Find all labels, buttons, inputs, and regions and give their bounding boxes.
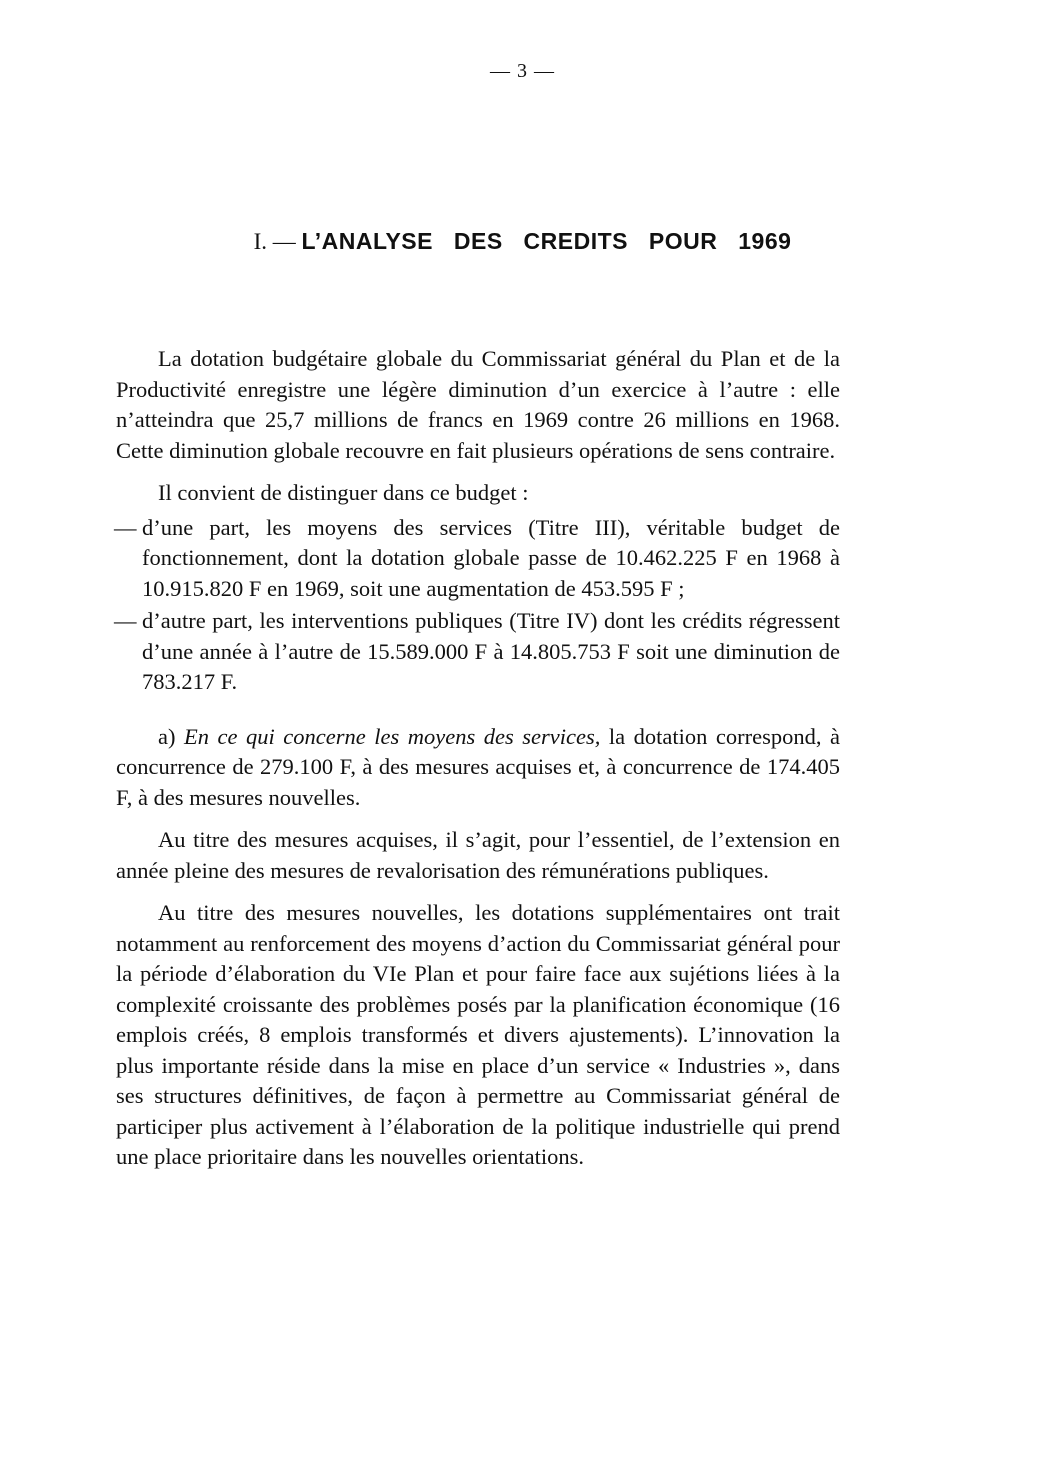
section-heading: L’ANALYSE DES CREDITS POUR 1969 bbox=[301, 228, 792, 254]
paragraph-services-italic: En ce qui concerne les moyens des services, bbox=[184, 723, 601, 749]
dash-marker: — bbox=[114, 608, 137, 633]
body-text bbox=[116, 344, 840, 1173]
paragraph-intro: La dotation budgétaire globale du Commissariat général du Plan et de la Productivité enregistre une légère diminution d’un exercice à l’autre : elle n’atteindra que 25,7 millions de francs en 1969 contre 26 millions en 1968. Cette diminution globale recouvre en fait plusieurs opérations de sens contraire. bbox=[116, 346, 840, 463]
paragraph-new-measures: Au titre des mesures nouvelles, les dotations supplémentaires ont trait notamment au renforcement des moyens d’action du Commissariat général pour la période d’élaboration du VIe Plan et pour faire face aux sujétions liées à la complexité croissante des problèmes posés par la planification économique (16 emplois créés, 8 emplois transformés et divers ajustements). L’innovation la plus importante réside dans la mise en place d’un service « Industries », dans ses structures définitives, de façon à permettre au Commissariat général de participer plus activement à l’élaboration de la politique industrielle qui prend une place prioritaire dans les nouvelles orientations. bbox=[116, 900, 840, 1169]
section-numeral: I. — bbox=[253, 229, 296, 254]
list-item bbox=[116, 513, 840, 605]
paragraph-services bbox=[116, 722, 840, 814]
paragraph-distinguish: Il convient de distinguer dans ce budget : bbox=[158, 480, 529, 505]
page-number: — 3 — bbox=[490, 60, 555, 82]
paragraph-services-rest: la dotation correspond, à concurrence de 279.100 F, à des mesures acquises et, à concurrence de 174.405 F, à des mesures nouvelles. bbox=[116, 723, 840, 810]
dash-marker: — bbox=[114, 514, 137, 540]
list-item bbox=[116, 606, 840, 698]
list-item-text: d’autre part, les interventions publiques (Titre IV) dont les crédits régressent d’une année à l’autre de 15.589.000 F à 14.805.753 F soit une diminution de 783.217 F. bbox=[142, 608, 840, 694]
paragraph-acquired: Au titre des mesures acquises, il s’agit, pour l’essentiel, de l’extension en année pleine des mesures de revalorisation des rémunérations publiques. bbox=[116, 827, 840, 883]
list-item-text: d’une part, les moyens des services (Titre III), véritable budget de fonctionnement, dont la dotation globale passe de 10.462.225 F en 1968 à 10.915.820 F en 1969, soit une augmentation de 453.595 F ; bbox=[142, 514, 840, 601]
section-title bbox=[0, 228, 1045, 255]
paragraph-services-prefix: a) bbox=[158, 723, 184, 749]
